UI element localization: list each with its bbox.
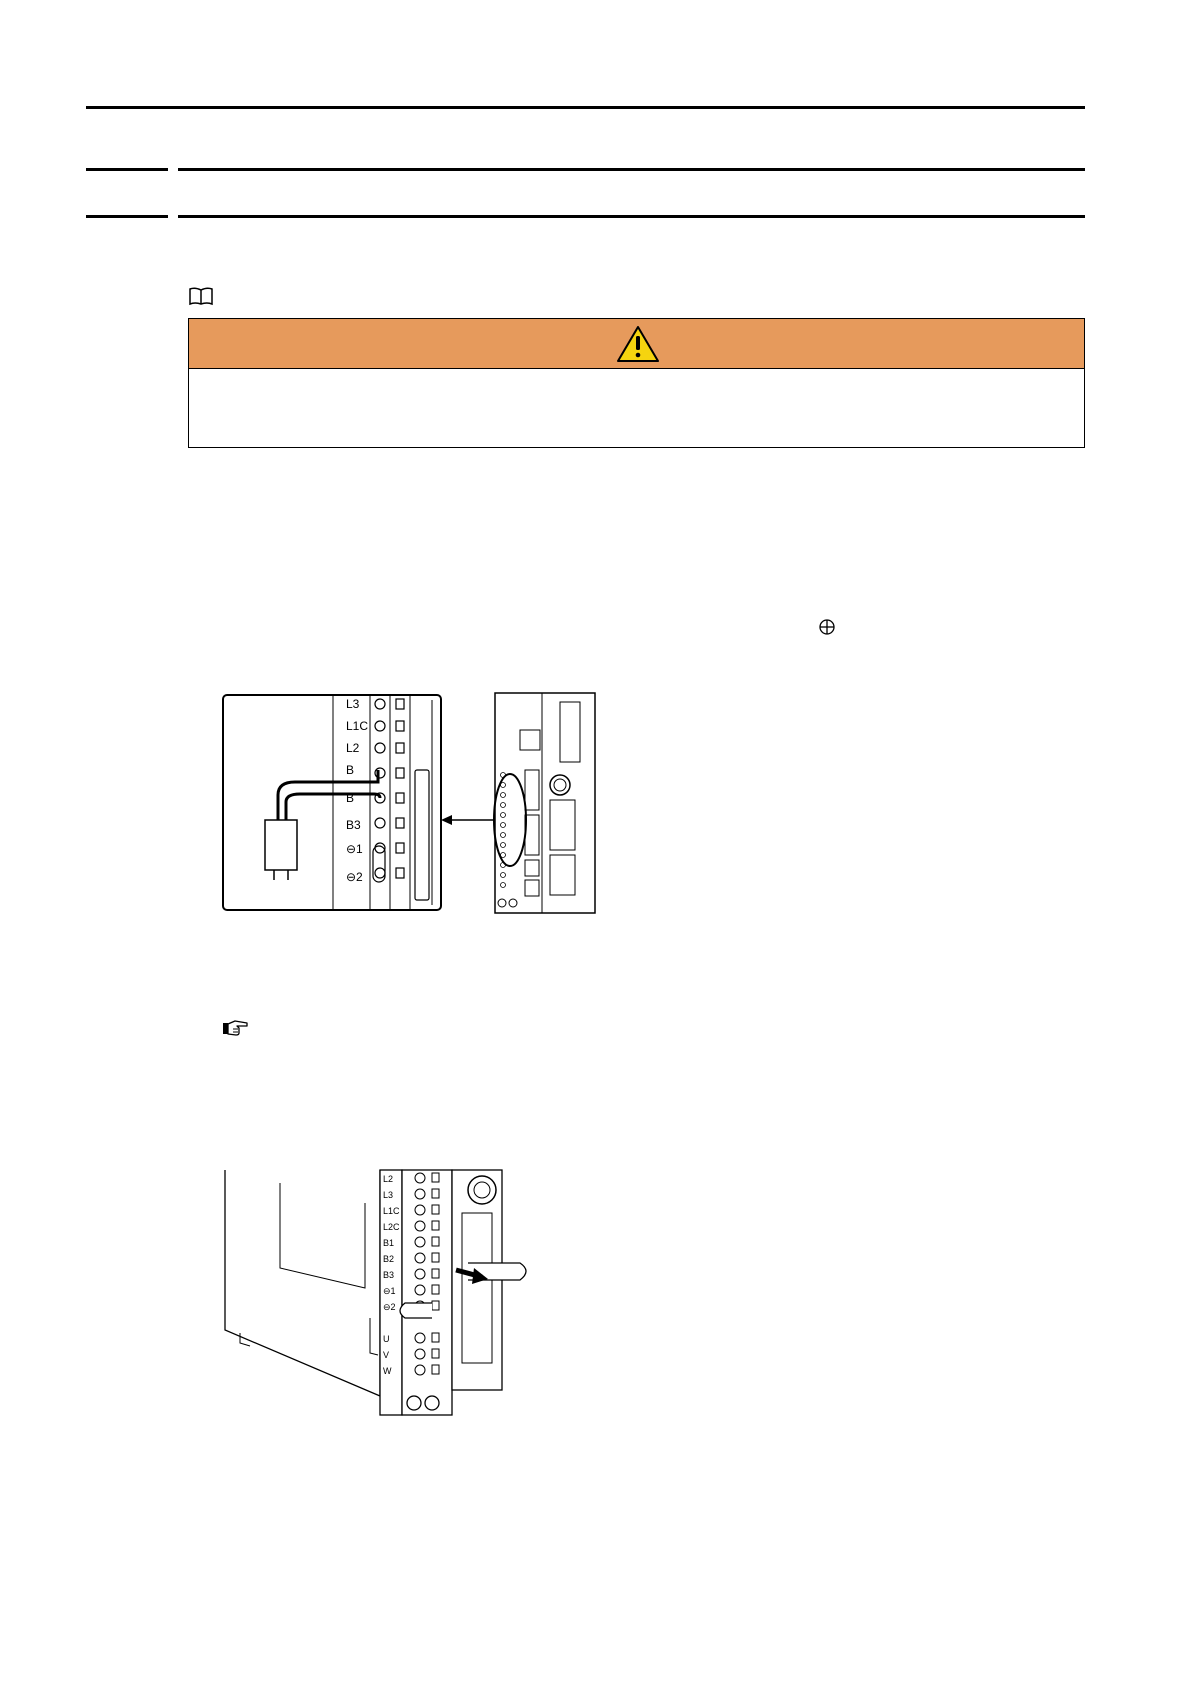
terminal-label: ⊖1 — [383, 1286, 396, 1296]
terminal-label: ⊖2 — [346, 870, 363, 884]
terminal-label: L1C — [346, 719, 369, 733]
terminal-label: B1 — [383, 1238, 395, 1248]
terminal-label: L2 — [346, 741, 360, 755]
terminal-label: V — [383, 1350, 390, 1360]
terminal-label: L2C — [383, 1222, 400, 1232]
terminal-label: L3 — [383, 1190, 394, 1200]
warning-header — [189, 319, 1084, 369]
warning-triangle-icon — [616, 325, 660, 363]
section-rule-left-top — [86, 168, 168, 171]
warning-box — [188, 318, 1085, 448]
terminal-label: B2 — [383, 1254, 395, 1264]
section-rule-right-top — [178, 168, 1085, 171]
terminal-label: L2 — [383, 1174, 394, 1184]
terminal-label: ⊖2 — [383, 1302, 396, 1312]
servopack-terminal-connection-drawing — [220, 1168, 550, 1428]
header-rule — [86, 106, 1085, 109]
terminal-label: ⊖1 — [346, 842, 363, 856]
section-rule-left-bottom — [86, 215, 168, 218]
terminal-label: U — [383, 1334, 390, 1344]
terminal-label: B — [346, 763, 355, 777]
section-rule-right-bottom — [178, 215, 1085, 218]
regenerative-resistor-wiring-drawing — [220, 690, 600, 915]
pointing-hand-icon — [221, 1019, 249, 1037]
terminal-label: B3 — [383, 1270, 395, 1280]
terminal-label: B3 — [346, 818, 361, 832]
terminal-label: L3 — [346, 697, 360, 711]
terminal-label: B — [346, 791, 355, 805]
terminal-label: W — [383, 1366, 392, 1376]
ground-symbol-icon — [818, 618, 836, 636]
warning-body — [189, 369, 1084, 447]
terminal-label: L1C — [383, 1206, 400, 1216]
book-icon — [188, 286, 214, 306]
